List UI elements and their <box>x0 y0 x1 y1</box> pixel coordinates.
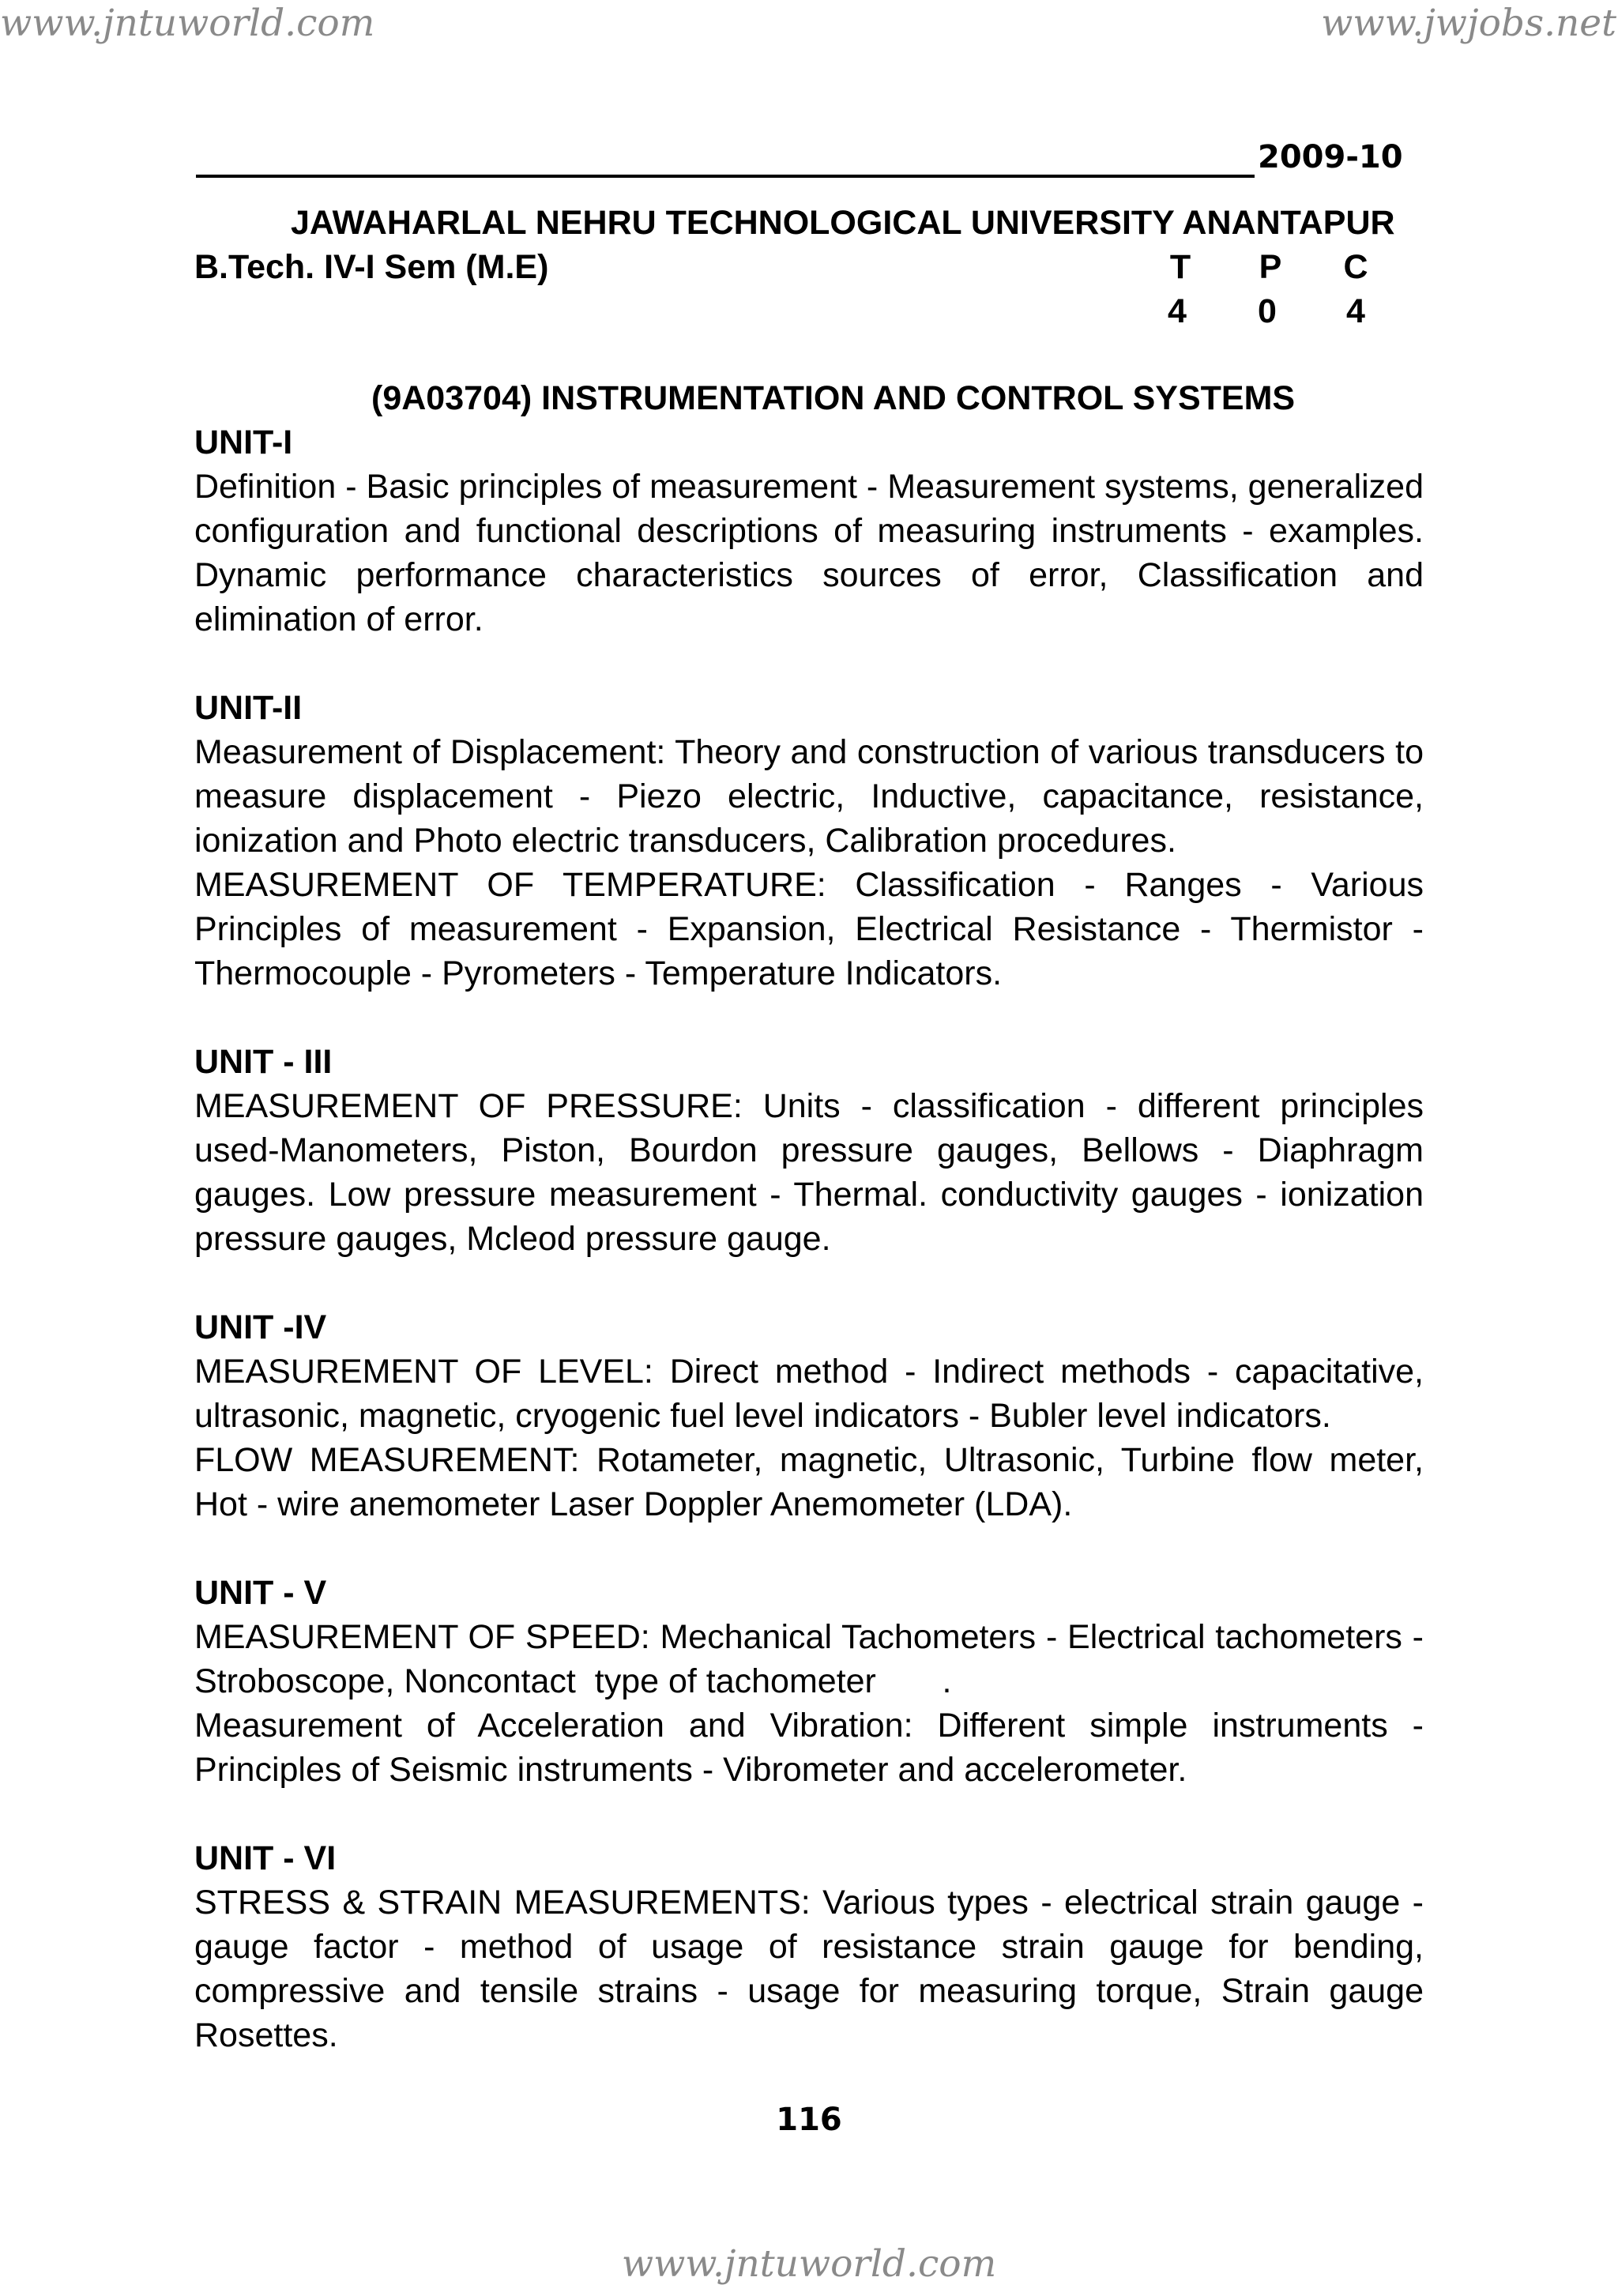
unit-4 <box>194 1305 1424 1526</box>
unit-heading: UNIT - VI <box>194 1839 337 1877</box>
unit-5 <box>194 1571 1433 1792</box>
unit-paragraph: MEASUREMENT OF TEMPERATURE: Classification - Ranges - Various Principles of measurement - Expansion, Electrical Resistance - Thermistor - Thermocouple - Pyrometers - Temperature Indicators. <box>194 866 1424 992</box>
unit-paragraph: MEASUREMENT OF SPEED: Mechanical Tachometers - Electrical tachometers - Stroboscope, Noncontact type of tachometer . <box>194 1618 1433 1700</box>
unit-paragraph: FLOW MEASUREMENT: Rotameter, magnetic, Ultrasonic, Turbine flow meter, Hot - wire anemometer Laser Doppler Anemometer (LDA). <box>194 1441 1424 1523</box>
unit-heading: UNIT-I <box>194 423 293 461</box>
unit-paragraph: Measurement of Displacement: Theory and construction of various transducers to measure displacement - Piezo electric, Inductive, capacitance, resistance, ionization and Photo electric transducers, Calibration procedures. <box>194 733 1424 860</box>
unit-heading: UNIT-II <box>194 689 303 727</box>
unit-paragraph: Definition - Basic principles of measurement - Measurement systems, generalized configuration and functional descriptions of measuring instruments - examples. Dynamic performance characteristics sources of error, Classification and elimination of error. <box>194 468 1424 638</box>
credit-label-c: C <box>1343 248 1368 286</box>
unit-2 <box>194 686 1424 996</box>
unit-paragraph: STRESS & STRAIN MEASUREMENTS: Various types - electrical strain gauge - gauge factor - method of usage of resistance strain gauge for bending, compressive and tensile strains - usage for measuring torque, Strain gauge Rosettes. <box>194 1884 1424 2054</box>
university-name: JAWAHARLAL NEHRU TECHNOLOGICAL UNIVERSITY ANANTAPUR <box>291 204 1395 242</box>
unit-6 <box>194 1836 1424 2057</box>
unit-heading: UNIT - III <box>194 1043 333 1081</box>
unit-1 <box>194 420 1424 642</box>
course-title: (9A03704) INSTRUMENTATION AND CONTROL SYSTEMS <box>371 379 1296 417</box>
unit-3 <box>194 1040 1424 1261</box>
page-number: 116 <box>776 2102 842 2138</box>
watermark-bottom: www.jntuworld.com <box>621 2242 997 2286</box>
credit-value-c: 4 <box>1346 292 1365 330</box>
syllabus-body <box>194 420 1433 2057</box>
credit-label-t: T <box>1169 248 1191 286</box>
unit-paragraph: MEASUREMENT OF LEVEL: Direct method - Indirect methods - capacitative, ultrasonic, magnetic, cryogenic fuel level indicators - Bubler level indicators. <box>194 1353 1424 1435</box>
unit-heading: UNIT - V <box>194 1574 327 1612</box>
header-rule <box>196 175 1255 178</box>
watermark-top-left: www.jntuworld.com <box>0 2 375 45</box>
watermark-top-right: www.jwjobs.net <box>1321 2 1616 45</box>
program-label: B.Tech. IV-I Sem (M.E) <box>194 248 549 286</box>
academic-year: 2009-10 <box>1258 139 1403 175</box>
credit-value-t: 4 <box>1168 292 1187 330</box>
unit-paragraph: Measurement of Acceleration and Vibration: Different simple instruments - Principles of Seismic instruments - Vibrometer and accelerometer. <box>194 1707 1424 1789</box>
unit-heading: UNIT -IV <box>194 1308 327 1346</box>
credit-label-p: P <box>1259 248 1282 286</box>
unit-paragraph: MEASUREMENT OF PRESSURE: Units - classification - different principles used-Manometers, Piston, Bourdon pressure gauges, Bellows - Diaphragm gauges. Low pressure measurement - Thermal. conductivity gauges - ionization pressure gauges, Mcleod pressure gauge. <box>194 1087 1424 1258</box>
credit-value-p: 0 <box>1258 292 1277 330</box>
